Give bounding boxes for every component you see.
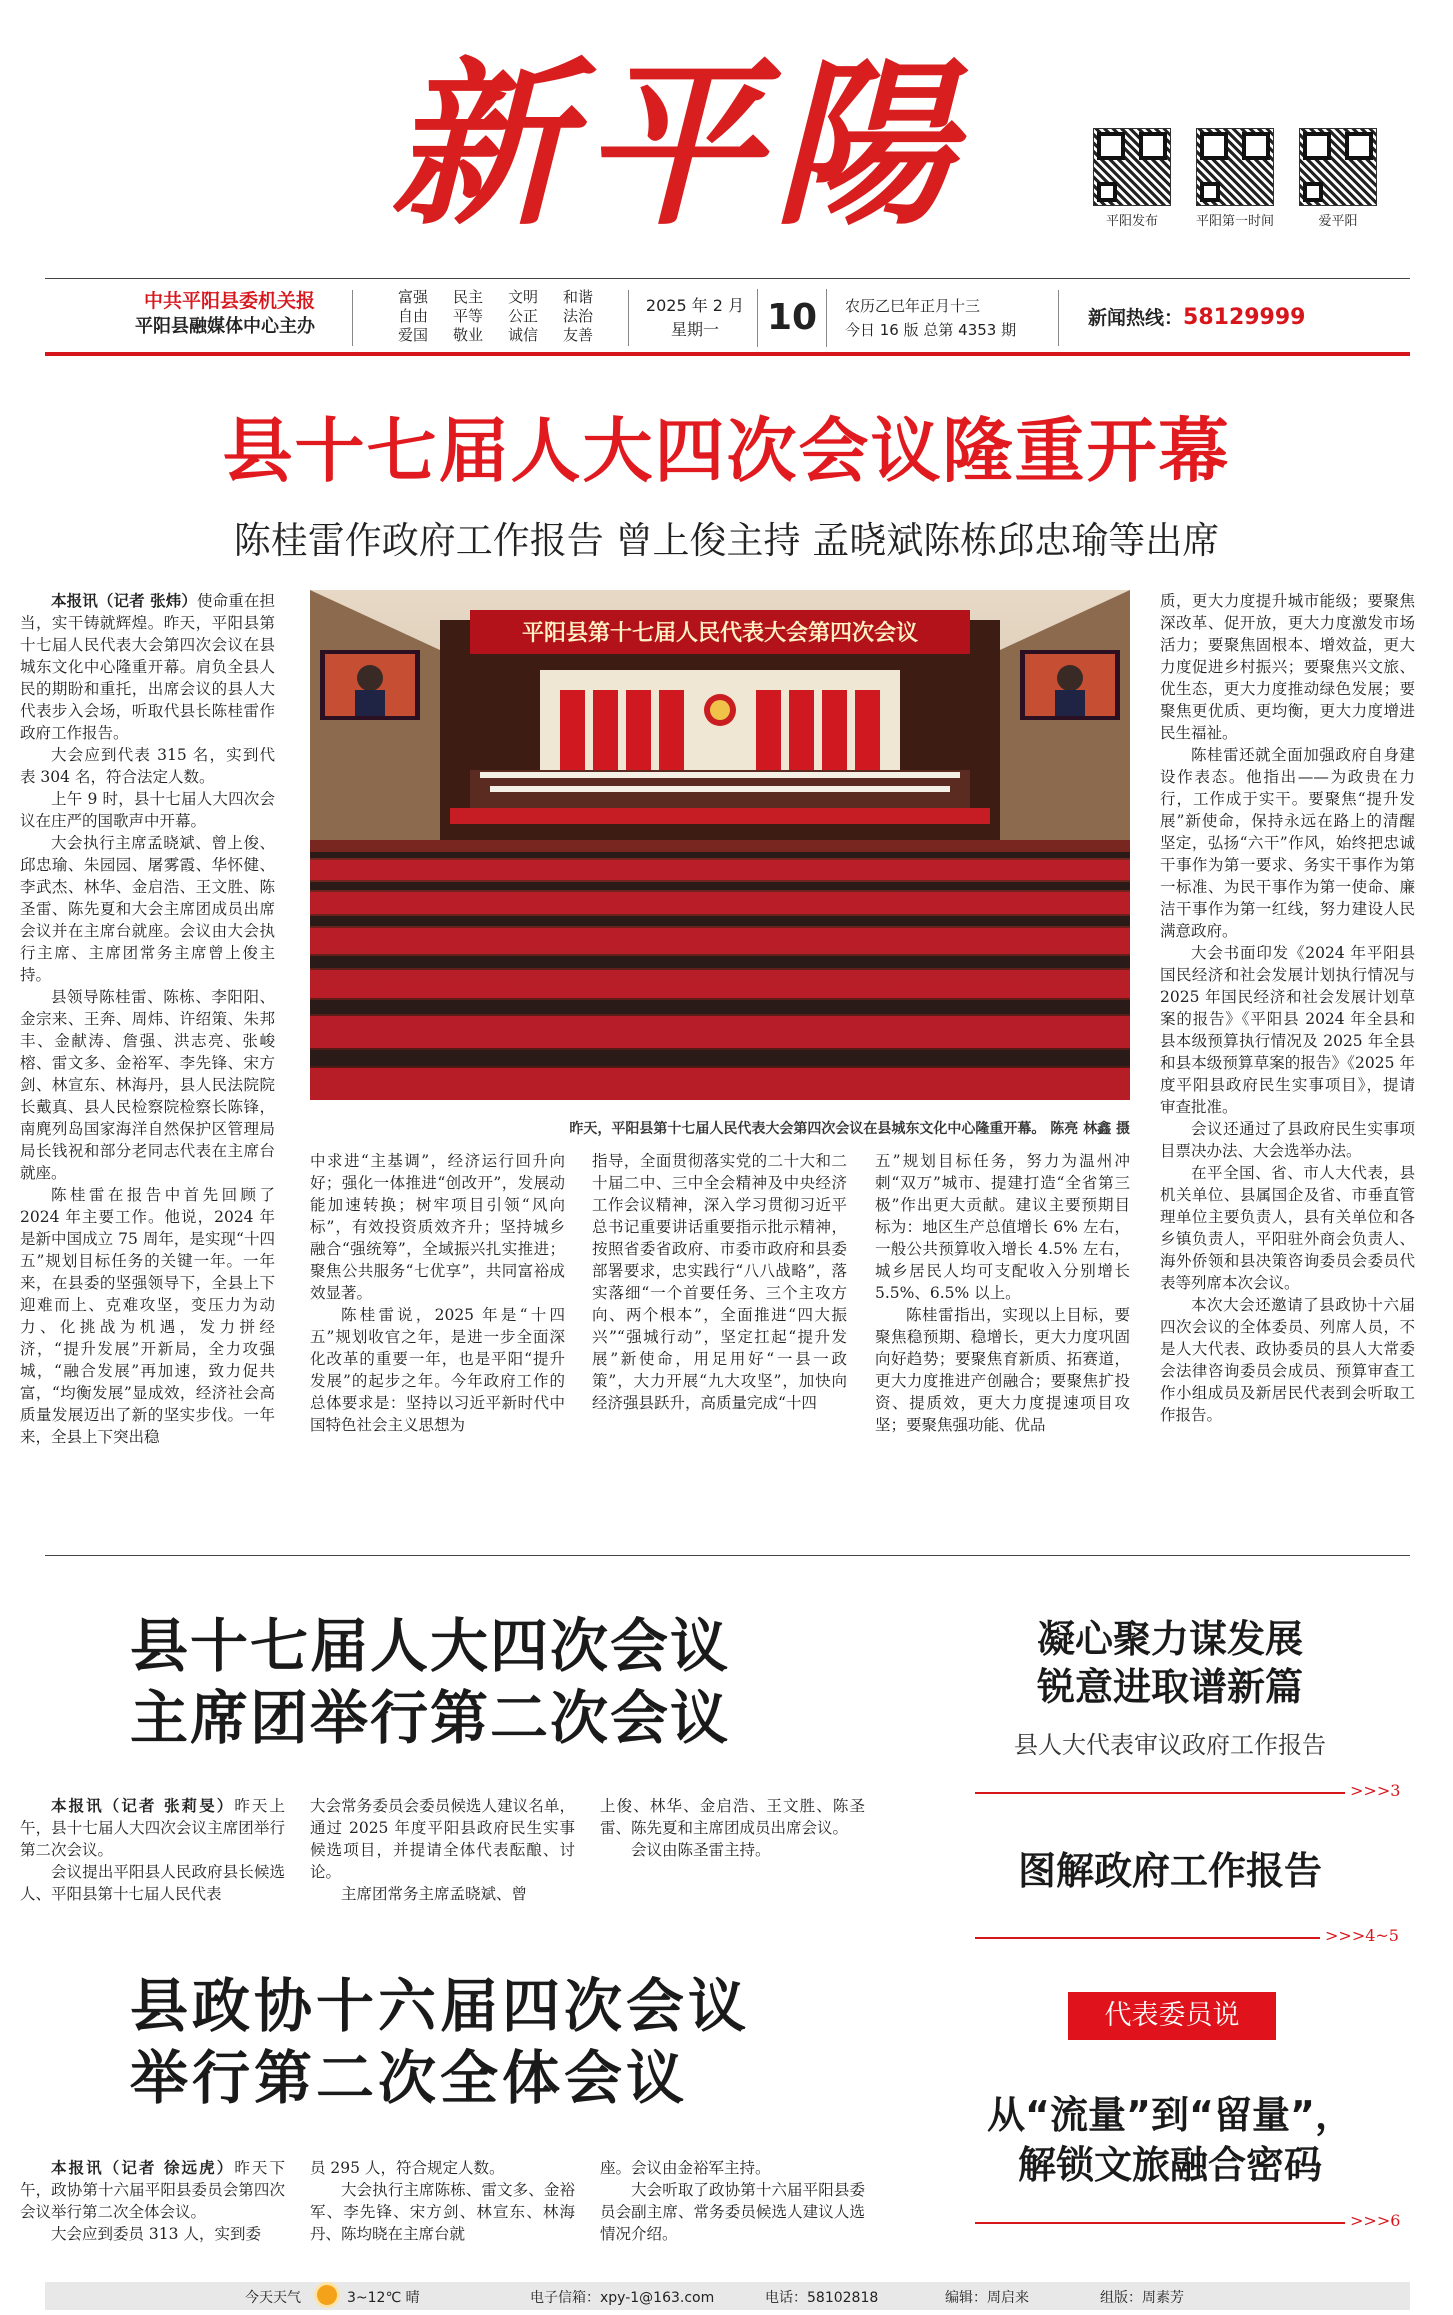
sun-icon — [317, 2285, 337, 2305]
paragraph: 座。会议由金裕军主持。 — [600, 2159, 771, 2177]
paragraph: 大会执行主席孟晓斌、曾上俊、邱忠瑜、朱园园、屠雾霞、华怀健、李武杰、林华、金启浩、王文胜、陈圣雷、陈先夏和大会主席团成员出席会议并在主席台就座。会议由大会执行主席、主席团常务主席曾上俊主持。 — [20, 834, 275, 984]
publisher-info — [85, 288, 315, 340]
value-word: 文明 — [507, 288, 538, 306]
paragraph: 中求进“主基调”，经济运行回升向好；强化一体推进“创改开”，发展动能加速转换；树牢项目引领“风向标”，有效投资质效齐升；坚持城乡融合“强统筹”，全域振兴扎实推进；聚焦公共服务“七优享”，共同富裕成效显著。 — [310, 1152, 565, 1302]
news-hotline — [1088, 303, 1305, 330]
qr-code-icon — [1299, 128, 1377, 206]
page-count: 今日 16 版 总第 4353 期 — [845, 321, 1017, 339]
editor: 编辑：周启来 — [945, 2290, 1029, 2306]
paragraph: 陈桂雷在报告中首先回顾了 2024 年主要工作。他说，2024 年是新中国成立 75 周年，是实现“十四五”规划目标任务的关键一年。一年来，在县委的坚强领导下，全县上下迎难而上、克难攻坚，变压力为动力、化挑战为机遇，发力拼经济，“提升发展”开新局，全力攻强城，“融合发展”再加速，致力促共富，“均衡发展”显成效，经济社会高质量发展迈出了新的坚实步伐。一年来，全县上下突出稳 — [20, 1186, 275, 1446]
paragraph: 主席团常务主席孟晓斌、曾 — [341, 1885, 528, 1903]
photo-banner-text: 平阳县第十七届人民代表大会第四次会议 — [521, 621, 919, 646]
layout-editor: 组版：周素芳 — [1100, 2290, 1184, 2306]
masthead-rule-red — [45, 352, 1410, 356]
paragraph: 上俊、林华、金启浩、王文胜、陈圣雷、陈先夏和主席团成员出席会议。 — [600, 1797, 865, 1837]
value-word: 和谐 — [562, 288, 593, 306]
value-word: 民主 — [452, 288, 483, 306]
qr-code-pingyang-release[interactable] — [1093, 128, 1187, 229]
headline-line: 县十七届人大四次会议 — [130, 1612, 731, 1680]
paragraph: 大会听取了政协第十六届平阳县委员会副主席、常务委员候选人建议人选情况介绍。 — [600, 2181, 865, 2243]
story2-col3 — [600, 1795, 865, 1905]
main-subheadline: 陈桂雷作政府工作报告 曾上俊主持 孟晓斌陈栋邱忠瑜等出席 — [233, 519, 1220, 562]
issue-date — [645, 294, 745, 342]
sidebar-item1-title[interactable] — [960, 1615, 1380, 1711]
paragraph: 使命重在担当，实干铸就辉煌。昨天，平阳县第十七届人民代表大会第四次会议在县城东文化中心隆重开幕。肩负全县人民的期盼和重托，出席会议的县人大代表步入会场，听取代县长陈桂雷作政府工作报告。 — [20, 592, 275, 742]
lunar-date: 农历乙巳年正月十三 — [845, 297, 981, 315]
sidebar-item2-title[interactable]: 图解政府工作报告 — [1017, 1849, 1322, 1893]
value-word: 诚信 — [507, 326, 538, 344]
qr-code-icon — [1196, 128, 1274, 206]
sidebar-item1-subtitle: 县人大代表审议政府工作报告 — [1014, 1731, 1326, 1759]
page-ref-3[interactable]: >>>3 — [1350, 1781, 1401, 1800]
story3-col1 — [20, 2157, 285, 2267]
weather-label: 今天天气 — [245, 2290, 301, 2306]
weekday-text: 星期一 — [670, 320, 719, 339]
paragraph: 在平全国、省、市人大代表，县机关单位、县属国企及省、市垂直管理单位主要负责人，县有关单位和各乡镇负责人，平阳驻外商会负责人、海外侨领和县决策咨询委员会委员代表等列席本次会议。 — [1160, 1164, 1415, 1292]
hotline-number: 58129999 — [1183, 305, 1306, 330]
paragraph: 大会常务委员会委员候选人建议名单，通过 2025 年度平阳县政府民生实事候选项目，并提请全体代表酝酿、讨论。 — [310, 1797, 575, 1881]
paragraph: 员 295 人，符合规定人数。 — [310, 2159, 505, 2177]
paragraph: 大会执行主席陈栋、雷文多、金裕军、李先锋、宋方剑、林宣东、林海丹、陈均晓在主席台就 — [310, 2181, 575, 2243]
paragraph: 指导，全面贯彻落实党的二十大和二十届二中、三中全会精神及中央经济工作会议精神，深入学习贯彻习近平总书记重要讲话重要指示批示精神，按照省委省政府、市委市政府和县委部署要求，忠实践行“八八战略”，落实落细“一个首要任务、三个主攻方向、两个根本”，全面推进“四大振兴”“强城行动”，坚定扛起“提升发展”新使命，用足用好“一县一政策”，大力开展“九大攻坚”，加快向经济强县跃升，高质量完成“十四 — [592, 1152, 847, 1412]
divider — [352, 290, 353, 346]
paragraph: 昨天上午，县十七届人大四次会议主席团举行第二次会议。 — [20, 1797, 285, 1859]
main-story-col1 — [20, 590, 275, 1480]
pointer-line — [975, 1792, 1345, 1794]
story2-col2 — [310, 1795, 575, 1905]
title-line: 凝心聚力谋发展 — [1036, 1617, 1303, 1661]
masthead-rule — [45, 278, 1410, 279]
sidebar-item3-title[interactable] — [960, 2090, 1380, 2190]
main-story-col-c — [875, 1150, 1130, 1485]
pointer-line — [975, 1937, 1320, 1939]
main-story-col-b — [592, 1150, 847, 1485]
title-line: 锐意进取谱新篇 — [1036, 1665, 1303, 1709]
paragraph: 质，更大力度提升城市能级；要聚焦深改革、促开放，更大力度激发市场活力；要聚焦固根本、增效益，更大力度促进乡村振兴；要聚焦兴文旅、优生态，更大力度推动绿色发展；要聚焦更优质、更均衡，更大力度增进民生福祉。 — [1160, 592, 1415, 742]
value-word: 富强 — [398, 288, 429, 306]
paragraph: 县领导陈桂雷、陈栋、李阳阳、金宗来、王奔、周炜、许绍策、朱邦丰、金献涛、詹强、洪志亮、张峻榕、雷文多、金裕军、李先锋、宋方剑、林宣东、林海丹，县人民法院院长戴真、县人民检察院检察长陈锋，南麂列岛国家海洋自然保护区管理局局长钱祝和部分老同志代表在主席台就座。 — [20, 988, 275, 1182]
qr-code-icon — [1093, 128, 1171, 206]
paragraph: 本次大会还邀请了县政协十六届四次会议的全体委员、列席人员，不是人大代表、政协委员的县人大常委会法律咨询委员会成员、预算审查工作小组成员及新居民代表到会听取工作报告。 — [1160, 1296, 1415, 1424]
section-divider — [45, 1555, 1410, 1556]
masthead-title: 新平陽 — [390, 40, 966, 249]
story2-headline — [130, 1610, 730, 1754]
main-story-col-a — [310, 1150, 565, 1485]
auditorium-photo — [310, 590, 1130, 1100]
paragraph: 会议提出平阳县人民政府县长候选人、平阳县第十七届人民代表 — [20, 1863, 285, 1903]
value-word: 爱国 — [398, 326, 429, 344]
title-line: 解锁文旅融合密码 — [1017, 2143, 1322, 2187]
footer-bar — [45, 2282, 1410, 2310]
hotline-label: 新闻热线： — [1088, 307, 1184, 329]
paragraph: 陈桂雷指出，实现以上目标，要聚焦稳预期、稳增长，更大力度巩固向好趋势；要聚焦育新质、拓赛道，更大力度推进产创融合；要聚焦扩投资、提质效，更大力度提速项目攻坚；要聚焦强功能、优品 — [875, 1306, 1130, 1434]
story3-col3 — [600, 2157, 865, 2267]
date-text: 2025 年 2 月 — [645, 296, 745, 315]
value-word: 友善 — [562, 326, 593, 344]
paragraph: 上午 9 时，县十七届人大四次会议在庄严的国歌声中开幕。 — [20, 790, 275, 830]
values-row — [398, 307, 593, 326]
page-ref-6[interactable]: >>>6 — [1350, 2211, 1401, 2230]
weather-value: 3~12℃ 晴 — [347, 2290, 420, 2306]
lunar-and-pages — [845, 294, 1045, 342]
paragraph: 会议还通过了县政府民生实事项目票决办法、大会选举办法。 — [1160, 1120, 1415, 1160]
value-word: 法治 — [562, 307, 593, 325]
paragraph: 大会应到代表 315 名，实到代表 304 名，符合法定人数。 — [20, 746, 275, 786]
story3-headline — [130, 1970, 750, 2114]
issue-day: 10 — [757, 289, 827, 347]
main-headline: 县十七届人大四次会议隆重开幕 — [222, 410, 1231, 492]
qr-code-love-pingyang[interactable] — [1299, 128, 1393, 229]
paragraph: 大会书面印发《2024 年平阳县国民经济和社会发展计划执行情况与 2025 年国民经济和社会发展计划草案的报告》《平阳县 2024 年全县和县本级预算执行情况及 2025 年全县和县本级预算草案的报告》《2025 年度平阳县政府民生实事项目》，提请审查批准。 — [1160, 944, 1415, 1116]
value-word: 自由 — [398, 307, 429, 325]
paragraph: 大会应到委员 313 人，实到委 — [51, 2225, 261, 2243]
value-word: 敬业 — [452, 326, 483, 344]
value-word: 平等 — [452, 307, 483, 325]
page-ref-4-5[interactable]: >>>4~5 — [1325, 1926, 1399, 1945]
paragraph: 陈桂雷说，2025 年是“十四五”规划收官之年，是进一步全面深化改革的重要一年，也是平阳“提升发展”的起步之年。今年政府工作的总体要求是：坚持以习近平新时代中国特色社会主义思想为 — [310, 1306, 565, 1434]
title-line: 从“流量”到“留量”， — [987, 2093, 1353, 2137]
story2-col1 — [20, 1795, 285, 1905]
email: 电子信箱：xpy-1@163.com — [530, 2290, 715, 2306]
headline-line: 主席团举行第二次会议 — [130, 1684, 731, 1752]
org-line1: 中共平阳县委机关报 — [143, 290, 315, 312]
values-row — [398, 326, 593, 345]
headline-line: 举行第二次全体会议 — [130, 2044, 689, 2112]
qr-code-pingyang-first-time[interactable] — [1196, 128, 1290, 229]
paragraph: 五”规划目标任务，努力为温州冲刺“双万”城市、提建打造“全省第三极”作出更大贡献。建议主要预期目标为：地区生产总值增长 6% 左右，一般公共预算收入增长 4.5% 左右，城乡居民人均可支配收入分别增长 5.5%、6.5% 以上。 — [875, 1152, 1130, 1302]
pointer-line — [975, 2222, 1345, 2224]
divider — [1058, 290, 1059, 346]
main-story-col-right — [1160, 590, 1415, 1485]
divider — [628, 290, 629, 346]
byline: 本报讯（记者 张炜） — [51, 591, 198, 610]
section-tag: 代表委员说 — [1068, 1992, 1276, 2040]
qr-label: 平阳发布 — [1105, 214, 1158, 229]
qr-label: 爱平阳 — [1318, 214, 1358, 229]
value-word: 公正 — [507, 307, 538, 325]
paragraph: 昨天下午，政协第十六届平阳县委员会第四次会议举行第二次全体会议。 — [20, 2159, 285, 2221]
paragraph: 会议由陈圣雷主持。 — [631, 1841, 771, 1859]
paragraph: 陈桂雷还就全面加强政府自身建设作表态。他指出——为政贵在力行，工作成于实干。要聚焦“提升发展”新使命，保持永远在路上的清醒坚定，弘扬“六干”作风，始终把忠诚干事作为第一要求、务实干事作为第一标准、为民干事作为第一使命、廉洁干事作为第一红线，努力建设人民满意政府。 — [1160, 746, 1415, 940]
phone: 电话：58102818 — [765, 2290, 879, 2306]
byline: 本报讯（记者 张莉旻） — [51, 1796, 235, 1815]
byline: 本报讯（记者 徐远虎） — [51, 2158, 235, 2177]
org-line2: 平阳县融媒体中心主办 — [135, 316, 315, 337]
headline-line: 县政协十六届四次会议 — [130, 1972, 751, 2040]
main-photo[interactable] — [310, 590, 1130, 1100]
story3-col2 — [310, 2157, 575, 2267]
photo-caption: 昨天，平阳县第十七届人民代表大会第四次会议在县城东文化中心隆重开幕。 陈亮 林鑫 摄 — [569, 1121, 1130, 1137]
values-row — [398, 288, 593, 307]
core-values — [398, 288, 593, 345]
qr-label: 平阳第一时间 — [1195, 214, 1274, 229]
